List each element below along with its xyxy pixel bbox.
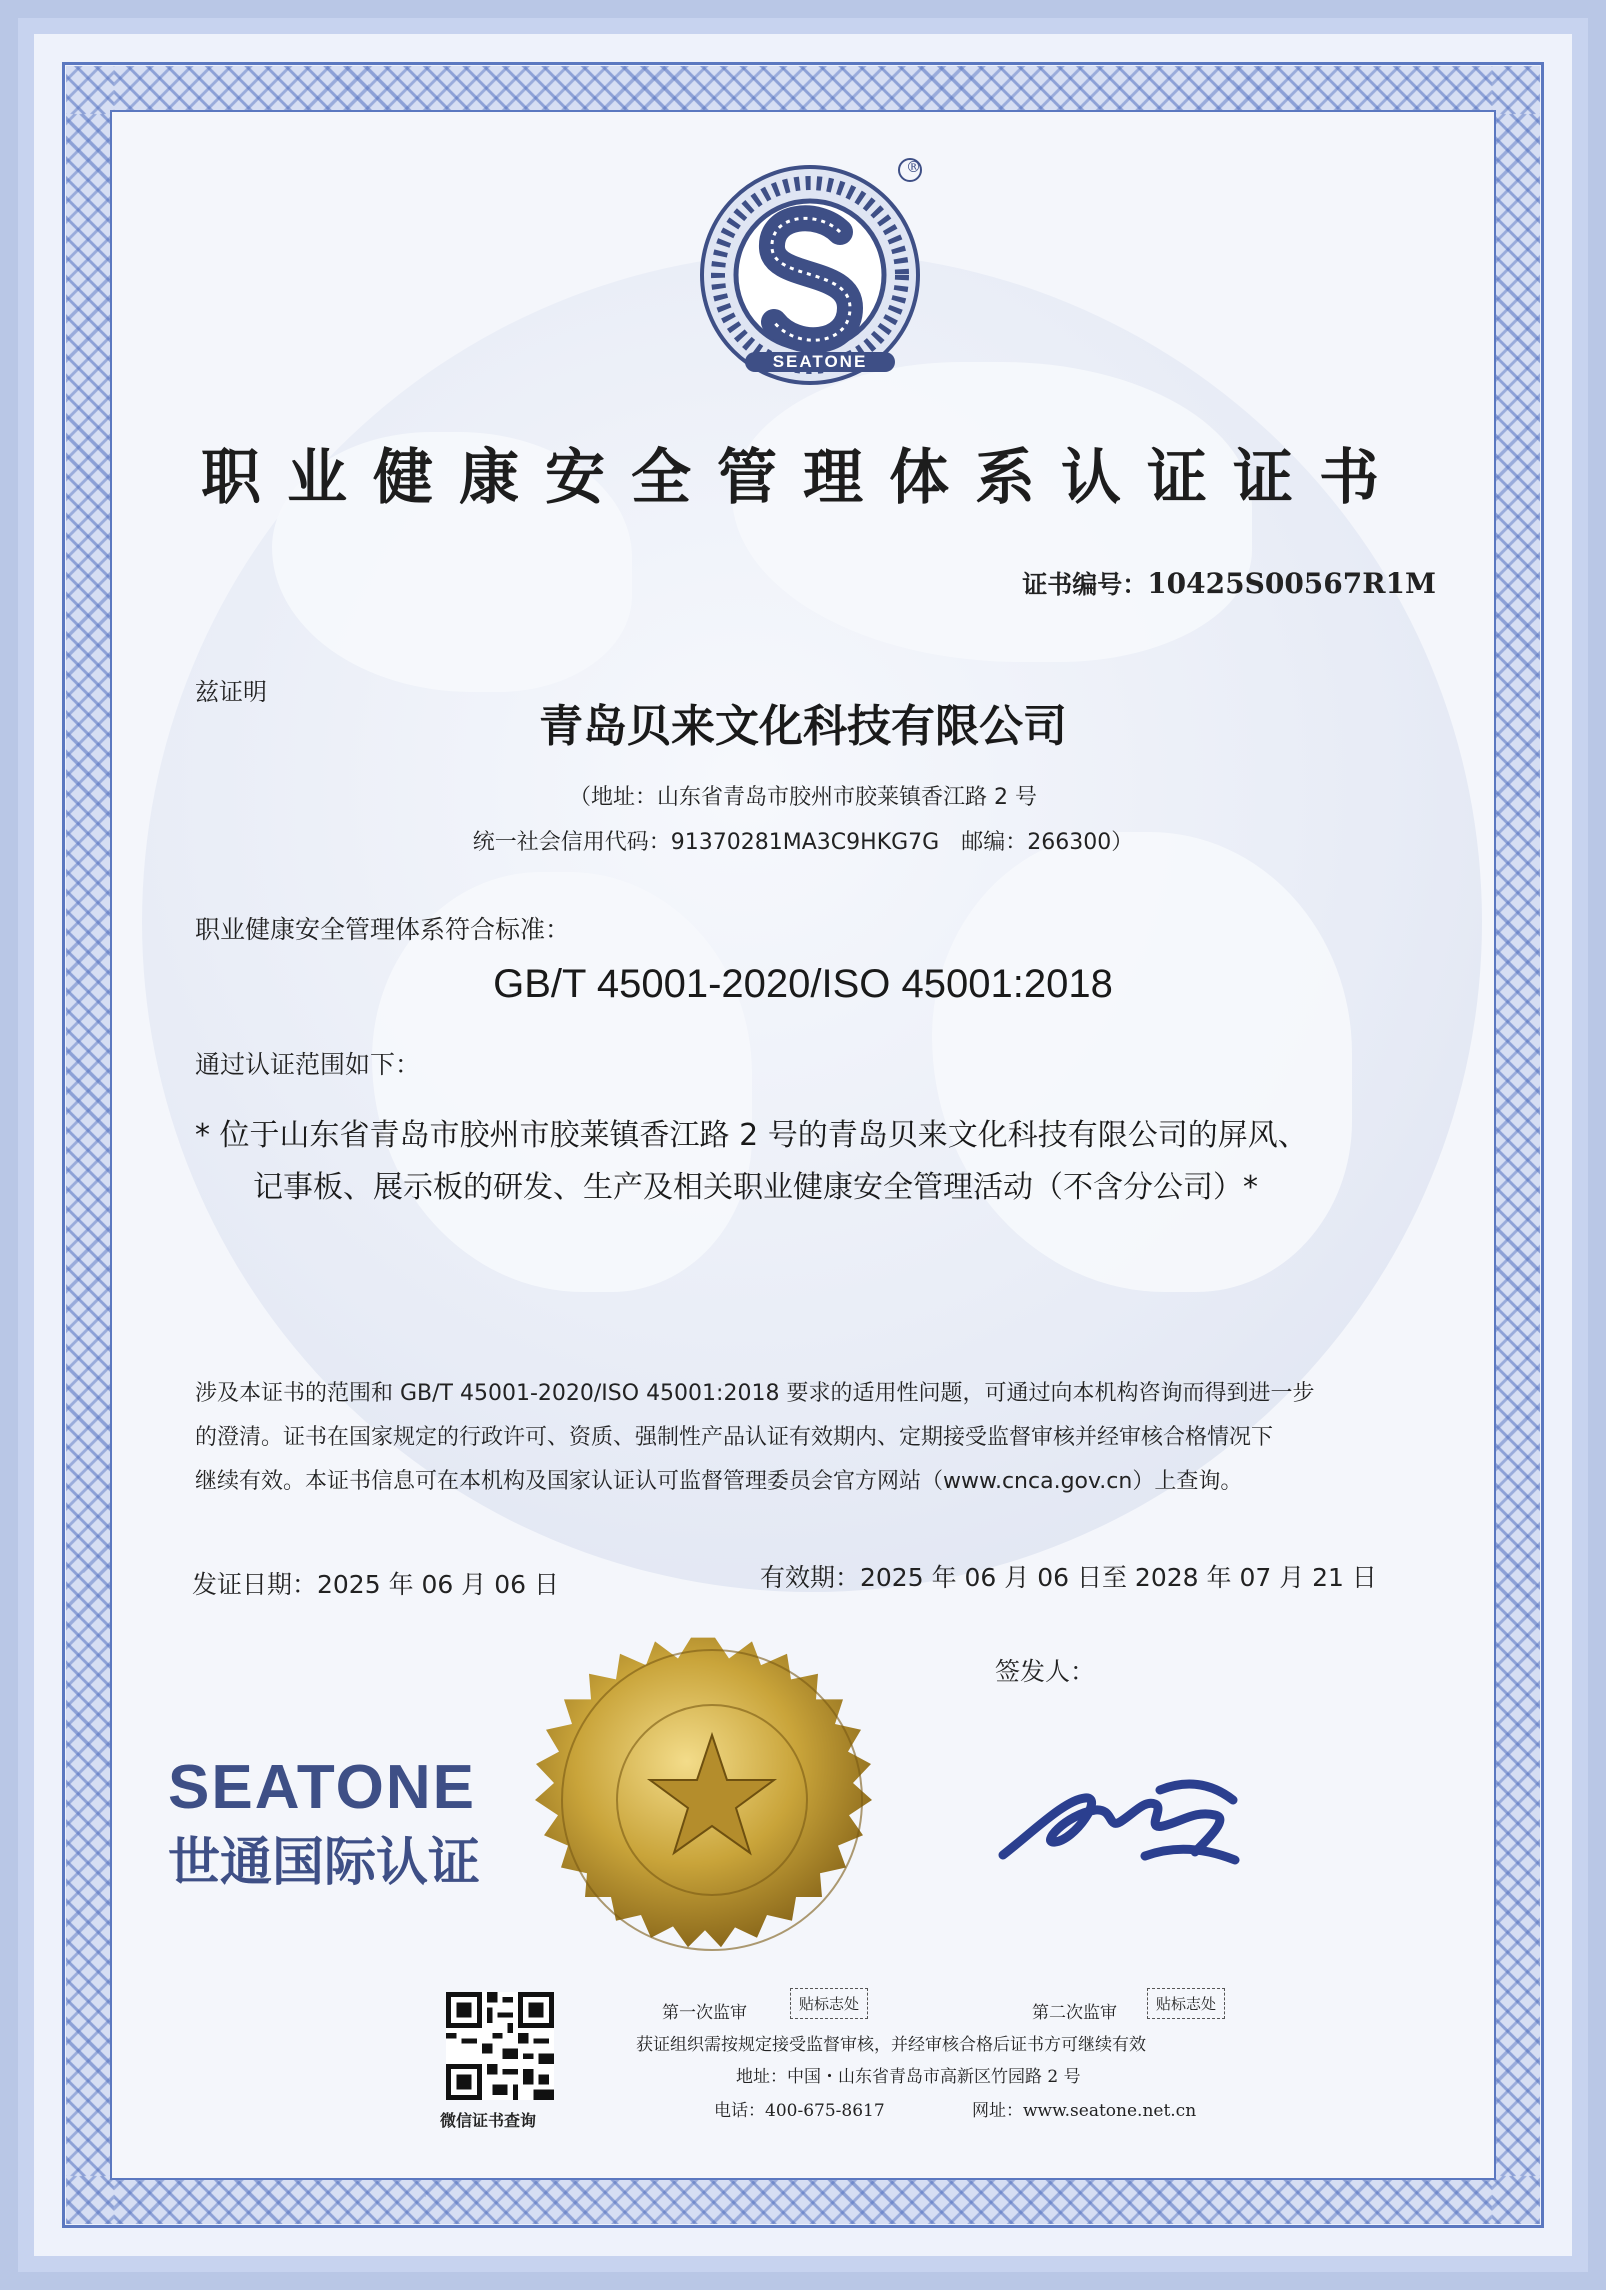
scope-line: * 位于山东省青岛市胶州市胶莱镇香江路 2 号的青岛贝来文化科技有限公司的屏风、	[195, 1118, 1308, 1153]
company-address: （地址：山东省青岛市胶州市胶莱镇香江路 2 号	[569, 785, 1037, 810]
registered-mark: ®	[906, 158, 921, 176]
brand-name-cn: 世通国际认证	[168, 1833, 481, 1893]
sticker-box: 贴标志处	[1147, 1988, 1225, 2019]
notice-line: 继续有效。本证书信息可在本机构及国家认证认可监督管理委员会官方网站（www.cnca.gov.cn）上查询。	[195, 1469, 1243, 1494]
qr-code-icon[interactable]	[446, 1992, 554, 2100]
notice-line: 的澄清。证书在国家规定的行政许可、资质、强制性产品认证有效期内、定期接受监督审核并经审核合格情况下	[195, 1425, 1274, 1450]
gold-seal-icon	[505, 1590, 925, 2010]
footer-address: 地址：中国・山东省青岛市高新区竹园路 2 号	[736, 2067, 1081, 2087]
scope-line: 记事板、展示板的研发、生产及相关职业健康安全管理活动（不含分公司）*	[253, 1170, 1258, 1205]
certificate-number-label: 证书编号：	[1022, 570, 1148, 599]
valid-period: 有效期：2025 年 06 月 06 日至 2028 年 07 月 21 日	[760, 1563, 1377, 1592]
standard-value: GB/T 45001-2020/ISO 45001:2018	[493, 962, 1113, 1006]
company-name: 青岛贝来文化科技有限公司	[539, 701, 1067, 752]
logo-text: SEATONE	[745, 352, 895, 372]
scope-label: 通过认证范围如下：	[195, 1050, 421, 1079]
first-audit-label: 第一次监审	[662, 2003, 747, 2023]
credit-code: 统一社会信用代码：91370281MA3C9HKG7G 邮编：266300）	[472, 830, 1134, 855]
qr-label: 微信证书查询	[440, 2111, 537, 2130]
footer-note: 获证组织需按规定接受监督审核，并经审核合格后证书方可继续有效	[636, 2035, 1146, 2055]
footer-phone: 电话：400-675-8617	[714, 2101, 885, 2121]
issue-date: 发证日期：2025 年 06 月 06 日	[192, 1570, 559, 1599]
sticker-box: 贴标志处	[790, 1988, 868, 2019]
signer-label: 签发人：	[995, 1657, 1096, 1686]
notice-text	[195, 1372, 1415, 1504]
signature-icon	[995, 1760, 1245, 1880]
certificate-title: 职业健康安全管理体系认证证书	[201, 443, 1405, 513]
attest-text: 兹证明	[195, 678, 267, 706]
footer-website[interactable]: 网址：www.seatone.net.cn	[972, 2101, 1197, 2121]
brand-name-en: SEATONE	[168, 1753, 476, 1822]
standard-label: 职业健康安全管理体系符合标准：	[195, 915, 571, 944]
scope-text	[195, 1110, 1445, 1214]
second-audit-label: 第二次监审	[1032, 2003, 1117, 2023]
notice-line: 涉及本证书的范围和 GB/T 45001-2020/ISO 45001:2018 要求的适用性问题，可通过向本机构咨询而得到进一步	[195, 1381, 1315, 1406]
certificate-number	[1022, 565, 1436, 601]
certificate-number-value: 10425S00567R1M	[1147, 567, 1436, 600]
